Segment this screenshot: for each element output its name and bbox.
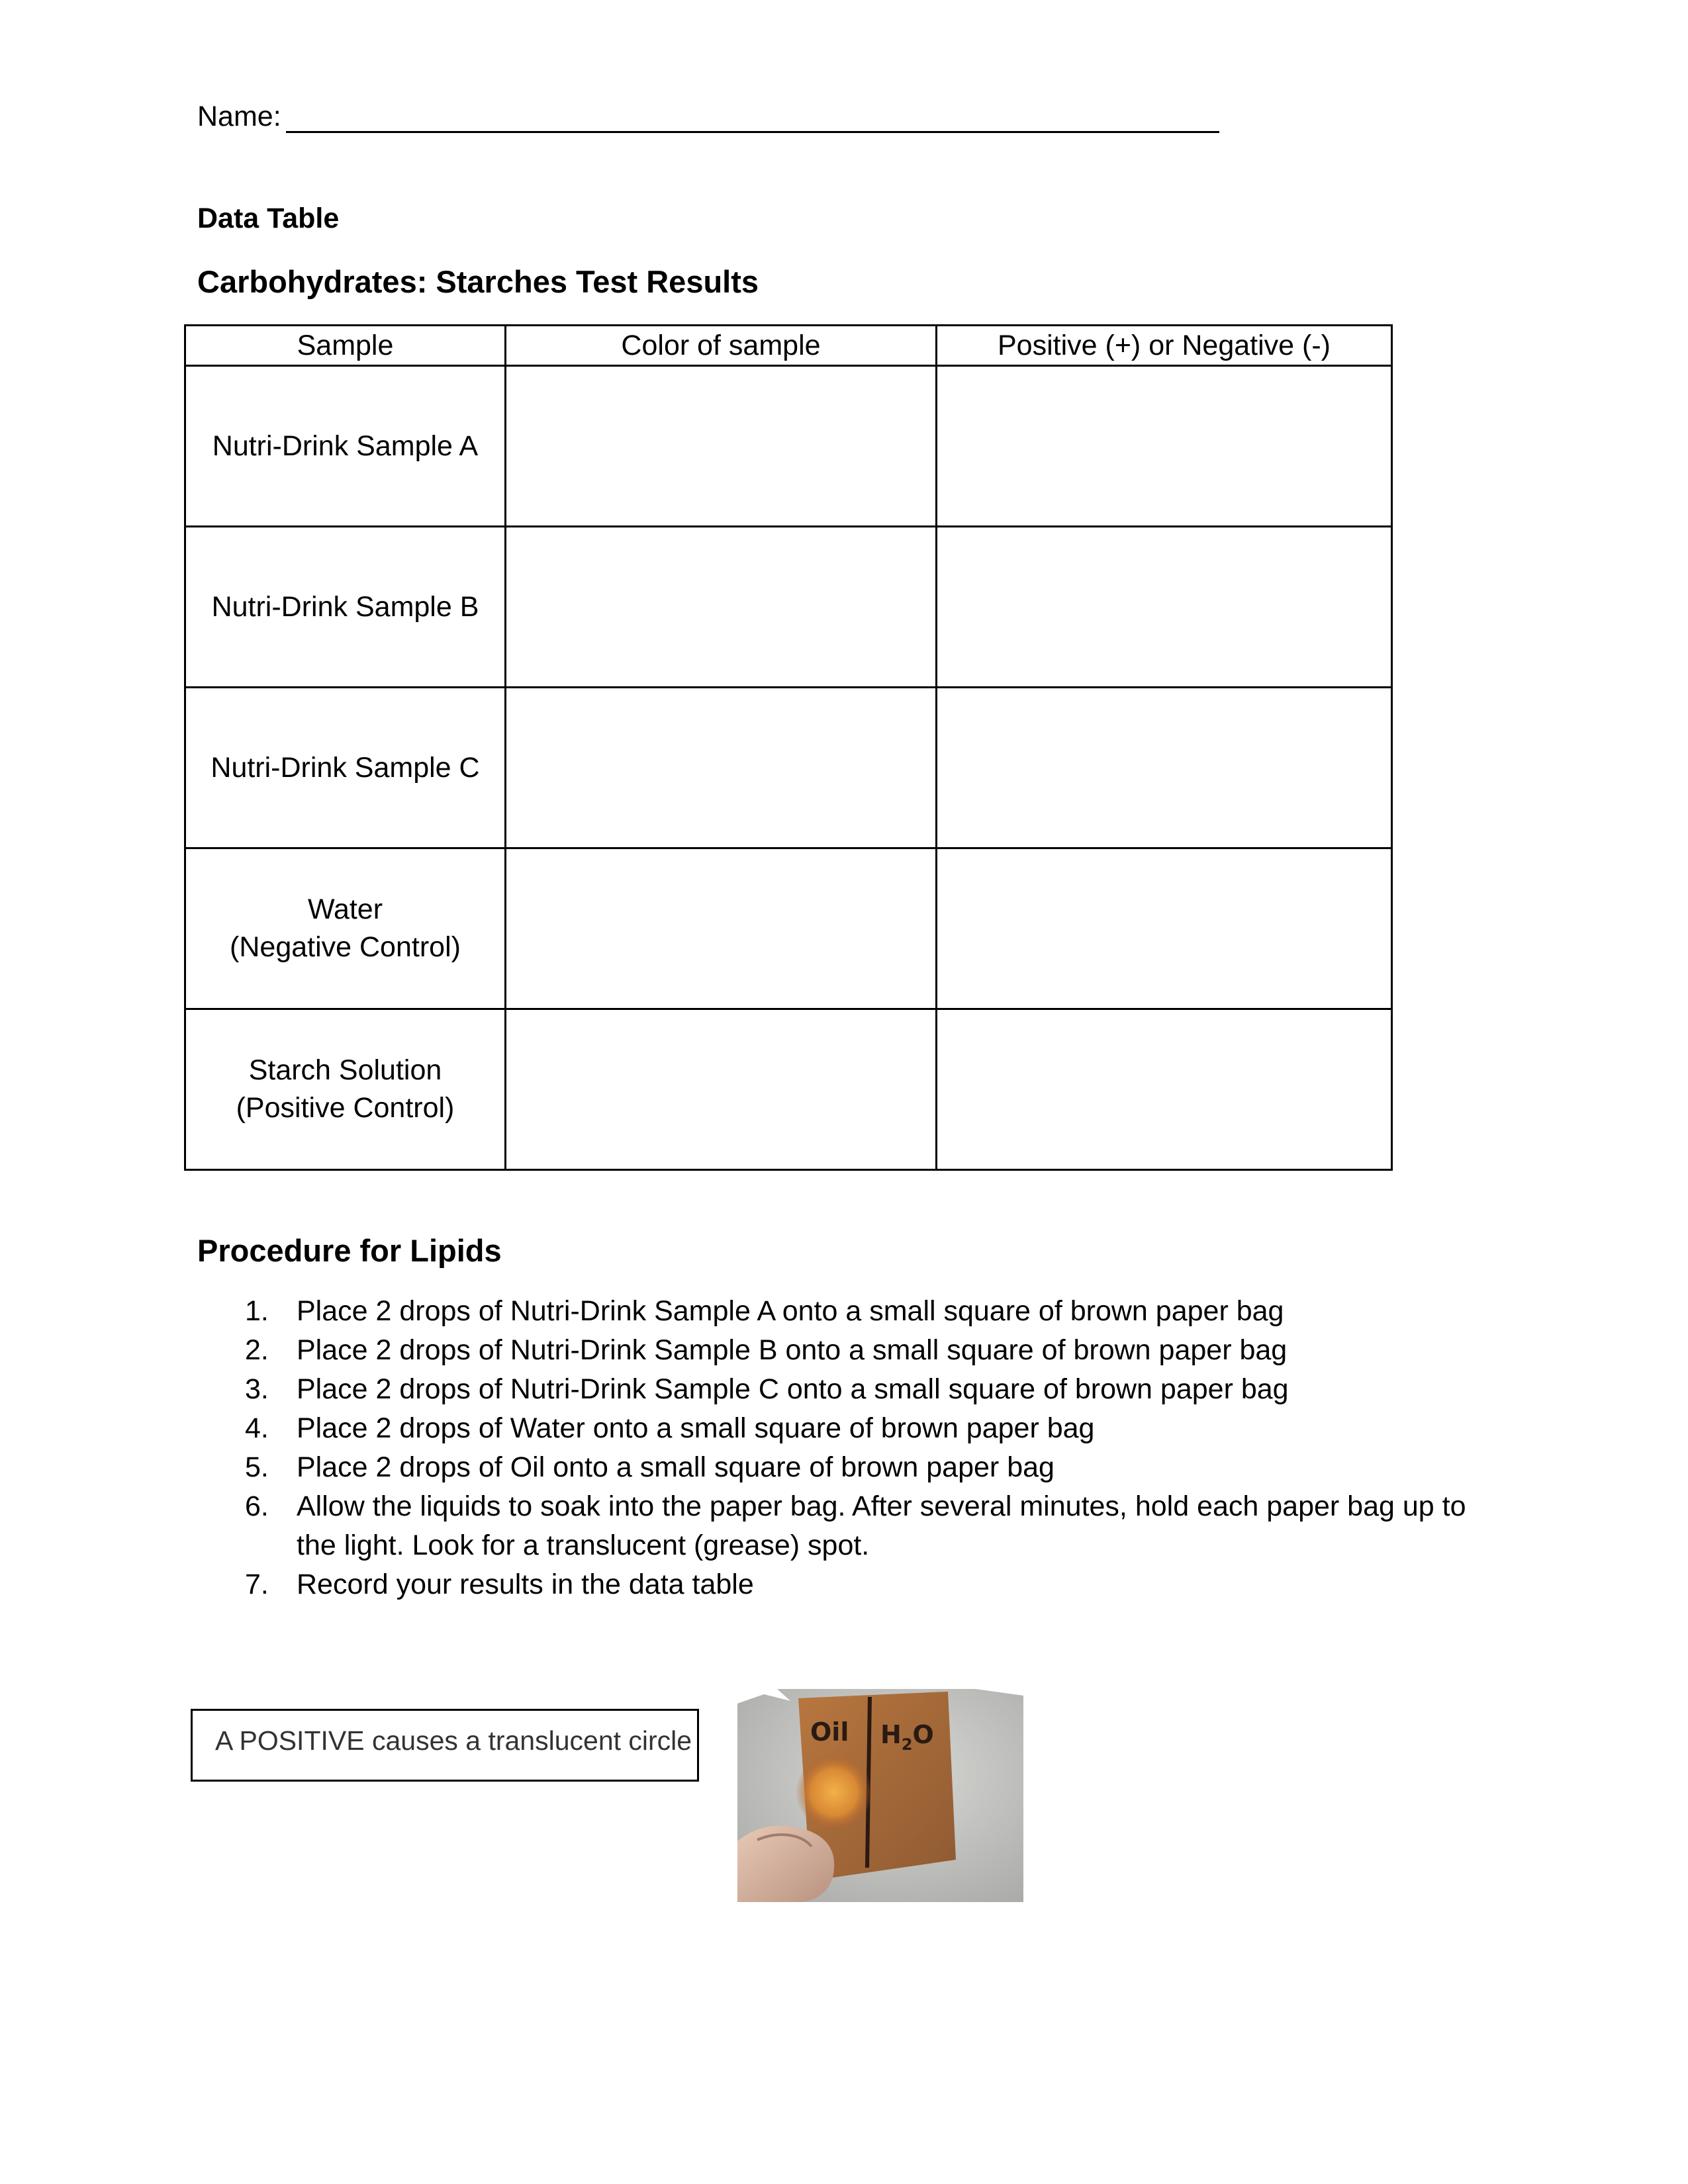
sample-cell [185, 848, 506, 1009]
step-text: Place 2 drops of Water onto a small square of brown paper bag [297, 1412, 1095, 1444]
list-item [197, 1370, 1495, 1409]
sample-cell [185, 366, 506, 527]
sample-name: Nutri-Drink Sample C [211, 751, 480, 784]
sample-note: (Positive Control) [236, 1092, 455, 1124]
table-row [185, 527, 1392, 688]
table-header-row [185, 326, 1392, 366]
table-row [185, 848, 1392, 1009]
sample-note: (Negative Control) [230, 931, 461, 963]
sample-cell [185, 527, 506, 688]
step-text: Place 2 drops of Nutri-Drink Sample B onto a small square of brown paper bag [297, 1334, 1288, 1366]
oil-label: Oil [810, 1717, 849, 1747]
name-blank-line[interactable] [286, 131, 1219, 133]
sample-name: Nutri-Drink Sample A [212, 430, 479, 462]
step-text: Place 2 drops of Nutri-Drink Sample C onto a small square of brown paper bag [297, 1373, 1289, 1405]
list-item [197, 1292, 1495, 1331]
table-row [185, 366, 1392, 527]
step-text: Allow the liquids to soak into the paper bag. After several minutes, hold each paper bag up to the light. Look for a translucent (grease) spot. [297, 1490, 1466, 1561]
table-row [185, 688, 1392, 848]
column-header-result: Positive (+) or Negative (-) [937, 326, 1392, 366]
color-cell[interactable] [506, 1009, 937, 1170]
positive-result-callout: A POSITIVE causes a translucent circle [191, 1709, 699, 1782]
result-cell[interactable] [937, 366, 1392, 527]
step-number: 7. [245, 1569, 269, 1600]
water-label: $H_2O$ [880, 1720, 934, 1754]
step-text: Record your results in the data table [297, 1569, 754, 1600]
list-item [197, 1331, 1495, 1370]
starch-results-table [184, 324, 1393, 1171]
hand [737, 1826, 834, 1902]
data-table-heading: Data Table [197, 203, 340, 234]
result-cell[interactable] [937, 1009, 1392, 1170]
translucent-spot [796, 1754, 872, 1831]
procedure-title: Procedure for Lipids [197, 1233, 502, 1268]
sample-name: Starch Solution [248, 1054, 442, 1087]
step-text: Place 2 drops of Nutri-Drink Sample A onto a small square of brown paper bag [297, 1295, 1284, 1327]
step-number: 3. [245, 1373, 269, 1405]
step-number: 2. [245, 1334, 269, 1366]
table-title: Carbohydrates: Starches Test Results [197, 264, 759, 299]
step-number: 4. [245, 1412, 269, 1444]
color-cell[interactable] [506, 848, 937, 1009]
step-text: Place 2 drops of Oil onto a small square of brown paper bag [297, 1451, 1055, 1483]
list-item [197, 1448, 1495, 1487]
color-cell[interactable] [506, 366, 937, 527]
procedure-steps [197, 1292, 1495, 1604]
sample-cell [185, 1009, 506, 1170]
column-header-sample: Sample [185, 326, 506, 366]
column-header-color: Color of sample [506, 326, 937, 366]
result-cell[interactable] [937, 527, 1392, 688]
sample-name: Nutri-Drink Sample B [211, 590, 479, 623]
paper-bag-test-photo [737, 1689, 1023, 1902]
color-cell[interactable] [506, 688, 937, 848]
color-cell[interactable] [506, 527, 937, 688]
step-number: 6. [245, 1490, 269, 1522]
result-cell[interactable] [937, 848, 1392, 1009]
list-item [197, 1565, 1495, 1604]
list-item [197, 1487, 1495, 1565]
step-number: 1. [245, 1295, 269, 1327]
name-label: Name: [197, 101, 281, 132]
sample-cell [185, 688, 506, 848]
sample-name: Water [307, 893, 383, 926]
result-cell[interactable] [937, 688, 1392, 848]
list-item [197, 1409, 1495, 1448]
table-row [185, 1009, 1392, 1170]
step-number: 5. [245, 1451, 269, 1483]
